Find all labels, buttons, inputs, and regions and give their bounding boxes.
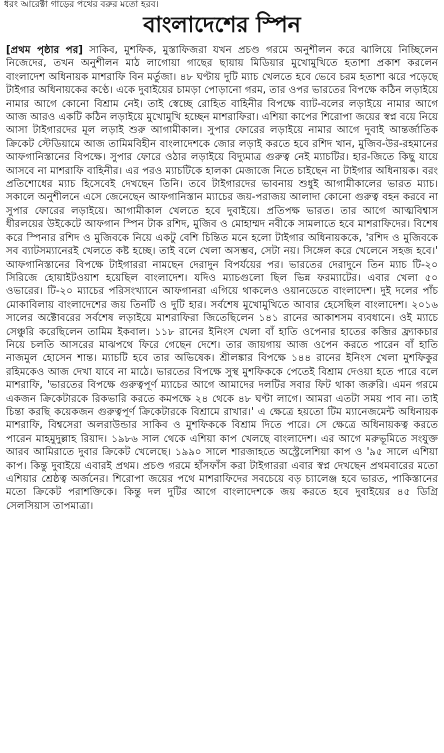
cut-off-previous-line: ধরং আরেক্টা গাড়ের পথের বরুর মতো হরব। bbox=[4, 0, 159, 10]
article-body bbox=[6, 44, 438, 750]
article-paragraph bbox=[6, 44, 438, 513]
article-headline: বাংলাদেশের স্পিন bbox=[143, 13, 301, 38]
article-text: সাকিব, মুশফিক, মুস্তাফিজরা যখন প্রচণ্ড গরমে অনুশীলন করে ঝালিয়ে নিচ্ছিলেন নিজেদের, তখন অনুশীলন মাঠ লাগোয়া গাছের ছায়ায় মিডিয়ার মুখোমুখিতে হতাশা প্রকাশ করলেন বাংলাদেশ অধিনায়ক মাশরাফি বিন মর্তুজা। ৪৮ ঘণ্টায় দুটি ম্যাচ খেলতে হবে ভেবে চরম হতাশা ঝরে পড়েছে টাইগার অধিনায়কের কণ্ঠে। একে দুবাইয়ের চামড়া পোড়ানো গরম, তার ওপর ভারতের বিপক্ষে কঠিন লড়াইয়ে নামার আগে কোনো বিশ্রাম নেই। তাই স্বেচ্ছে রোহিত বাহিনীর বিপক্ষে ব্যাট-বলের লড়াইয়ে নামার আগে আজ আরও একটি কঠিন লড়াইয়ে মুখোমুখি হচ্ছেন মাশরাফিরা। এশিয়া কাপের শিরোপা জয়ের স্বপ্ন বয়ে নিয়ে আসা টাইগারদের মূল লড়াই শুরু আগামীকাল। সুপার ফোরের লড়াইয়ে নামার আগে দুবাই আন্তর্জাতিক ক্রিকেট স্টেডিয়ামে আজ তামিমবিহীন বাংলাদেশকে জোর লড়াই করতে হবে রশিদ খান, মুজিব-উর-রহমানের আফগানিস্তানের বিপক্ষে। সুপার ফোরে ওঠার লড়াইয়ে বিদ্যুমাত্র গুরুত্ব নেই ম্যাচটির। হার-জিতে কিছু যায়ে আসবে না মাশরাফি বাহিনীর। এর পরও ম্যাচটিকে হালকা মেজাজে নিতে চাইছেন না টাইগার অধিনায়ক। বরং প্রতিশোধের ম্যাচ হিসেবেই দেখছেন তিনি। তবে টাইগারদের ভাবনায় শুধুই আগামীকালের ভারত ম্যাচ। সকালে অনুশীলনে এসে জেনেছেন আফগানিস্তান ম্যাচের জয়-পরাজয় আলাদা কোনো গুরুত্ব বহন করবে না সুপার ফোরের লড়াইয়ে। আগামীকাল খেলতে হবে দুবাইয়ে। প্রতিপক্ষ ভারত। তার আগে আত্মবিশ্বাস ধীরলয়ের উইকেটে আফগান স্পিন টাক রশিদ, মুজিব ও মোহাম্মদ নবীকে সামলাতে হবে মাশরাফিদের। বিশেষ করে স্পিনার রশিদ ও মুজিবকে নিয়ে একটু বেশি চিন্তিত মনে হলো টাইগার অধিনায়ককে, 'রশিদ ও মুজিবকে সব ব্যাটসম্যানেরই খেলতে কষ্ট হচ্ছে। তাই বলে খেলা অসম্ভব, সেটা নয়। সিঙ্গেল করে খেলেনে সহজ হবে।' আফগানিস্তানের বিপক্ষে টাইগাররা নামছেন দেরাদুন বিপর্যয়ের পর। ভারতের দেরাদুনে তিন ম্যাচ টি-২০ সিরিজে হোয়াইটওয়াশ হয়েছিল বাংলাদেশ। যদিও ম্যাচগুলো ছিল ভিন্ন ফরম্যাটের। এবার খেলা ৫০ ওভারের। টি-২০ ম্যাচের পরিসংখ্যানে আফগানরা এগিয়ে থাকলেও ওয়ানডেতে বাংলাদেশ। দুই দলের পাঁচ মোকাবিলায় বাংলাদেশের জয় তিনটি ও দুটি হার। সর্বশেষ মুখোমুখিতে আবার হেসেছিল বাংলাদেশ। ২০১৬ সালের অক্টোবরের সর্বশেষ লড়াইয়ে মাশরাফিরা জিতেছিলেন ১৪১ রানের আকাশসম ব্যবধানে। ওই ম্যাচে সেঞ্চুরি করেছিলেন তামিম ইকবাল। ১১৮ রানের ইনিংস খেলা বাঁ হাতি ওপেনার হাতের কব্জির ফ্র্যাকচার নিয়ে চলতি আসরের মাঝপথে ফিরে গেছেন দেশে। তার জায়গায় আজ ওপেন করতে পারেন বাঁ হাতি নাজমুল হোসেন শান্ত। ম্যাচটি হবে তার অভিষেক। শ্রীলঙ্কার বিপক্ষে ১৪৪ রানের ইনিংস খেলা মুশফিকুর রহিমকেও আজ দেখা যাবে না মাঠে। ভারতের বিপক্ষে সুস্থ মুশফিককে পেতেই বিশ্রাম দেওয়া হতে পারে বলে মাশরাফি, 'ভারতের বিপক্ষে গুরুত্বপূর্ণ ম্যাচের আগে আমাদের দলটির সবার ফিট থাকা জরুরি। এমন গরমে একজন ক্রিকেটারকে রিকভারি করতে কমপক্ষে ২৪ থেকে ৪৮ ঘণ্টা লাগে। আমরা এতটা সময় পাব না। তাই চিন্তা করছি কয়েকজন গুরুত্বপূর্ণ ক্রিকেটারকে বিশ্রামে রাখার।' এ ক্ষেত্রে হয়তো টিম ম্যানেজমেন্ট অধিনায়ক মাশরাফি, বিশ্বসেরা অলরাউন্ডার সাকিব ও মুশফিককে বিশ্রাম দিতে পারে। সে ক্ষেত্রে অধিনায়কত্ব করতে পারেন মাহমুদুল্লাহ রিয়াদ। ১৯৮৬ সাল থেকে এশিয়া কাপ খেলছে বাংলাদেশ। এর আগে মরুভূমিতে সংযুক্ত আরব আমিরাতে দুবার ক্রিকেট খেলেছে। ১৯৯০ সালে শারজাহতে অস্ট্রেলেশিয়া কাপ ও '৯৫ সালে এশিয়া কাপ। কিন্তু দুবাইয়ে এবারই প্রথম। প্রচণ্ড গরমে হাঁসফাঁস করা টাইগাররা এবার স্বপ্ন দেখছেন প্রথমবারের মতো এশিয়ার শ্রেষ্ঠত্ব অর্জনের। শিরোপা জয়ের পথে মাশরাফিদের সবচেয়ে বড় চ্যালেঞ্জ হবে ভারত, পাকিস্তানের মতো ক্রিকেট পরাশক্তিকে। কিন্তু দল দুটির আগে বাংলাদেশকে জয় করতে হবে দুবাইয়ের ৪৫ ডিগ্রি সেলসিয়াস তাপমাত্রা। bbox=[6, 45, 438, 512]
continued-from-label: [প্রথম পৃষ্ঠার পর] bbox=[6, 45, 83, 56]
